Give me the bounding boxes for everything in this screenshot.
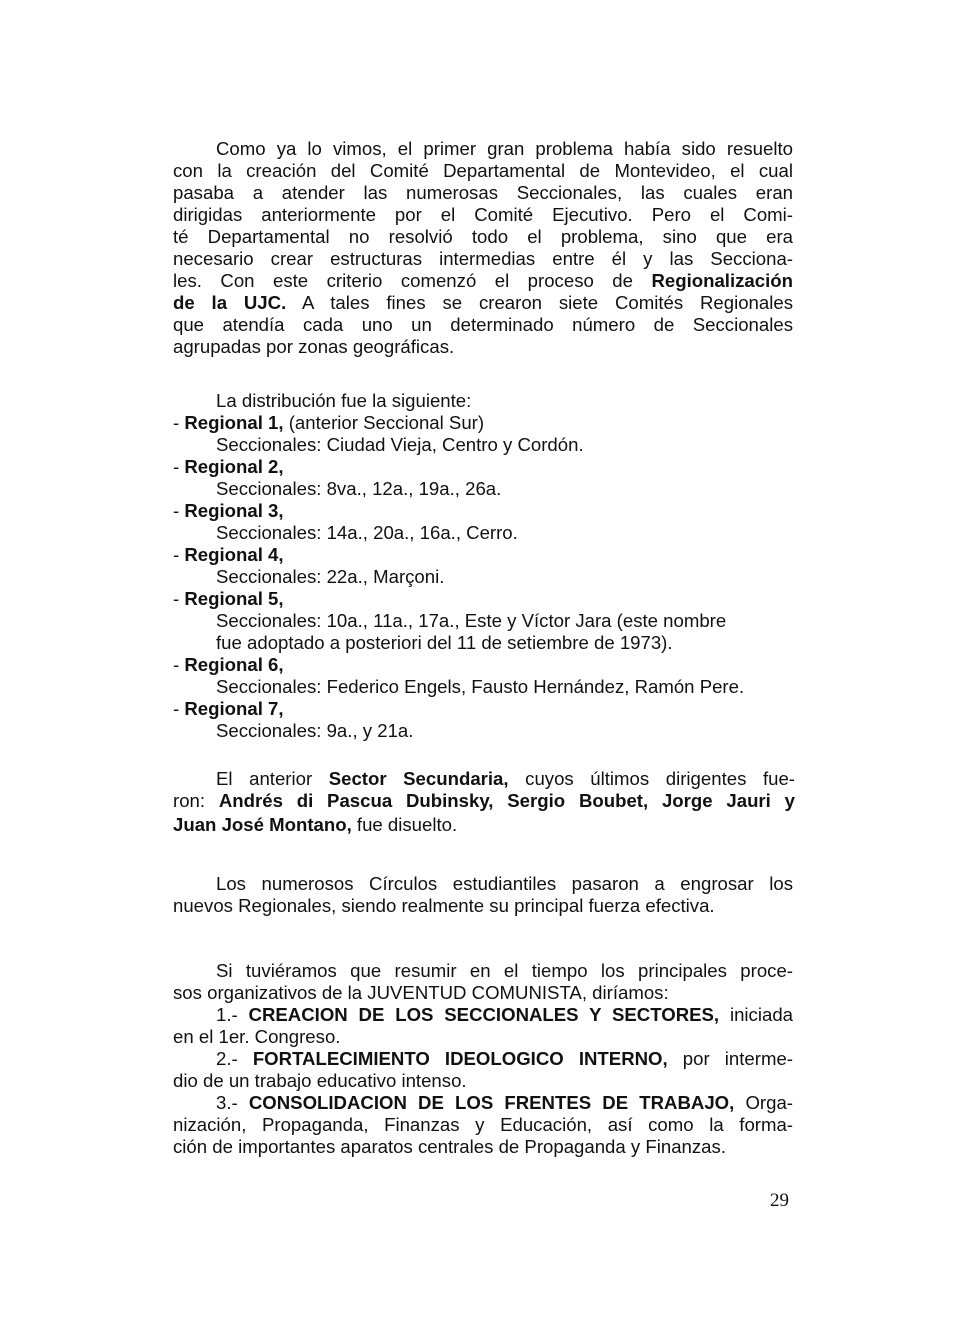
text-line — [173, 768, 795, 790]
seccionales-line: fue adoptado a posteriori del 11 de setiembre de 1973). — [216, 632, 673, 653]
regional-name: Regional 2, — [184, 456, 284, 477]
text-fragment: cuyos últimos dirigentes fue- — [508, 768, 795, 789]
text-line: ción de importantes aparatos centrales de Propaganda y Finanzas. — [173, 1136, 726, 1157]
text-line: en el 1er. Congreso. — [173, 1026, 341, 1047]
list-dash: - — [173, 588, 185, 609]
text-line: nuevos Regionales, siendo realmente su principal fuerza efectiva. — [173, 895, 715, 916]
list-dash: - — [173, 412, 185, 433]
bold-names: Andrés di Pascua Dubinsky, Sergio Boubet, Jorge Jauri y — [218, 790, 795, 811]
item-number: 3.- — [216, 1092, 249, 1113]
regional-heading — [173, 544, 803, 566]
bold-term: Sector Secundaria, — [328, 768, 509, 789]
text-line — [173, 812, 795, 836]
text-line: dirigidas anteriormente por el Comité Ejecutivo. Pero el Comi- — [173, 204, 793, 225]
regional-note: (anterior Seccional Sur) — [283, 412, 485, 433]
regional-heading — [173, 654, 803, 676]
distribution-intro: La distribución fue la siguiente: — [216, 390, 472, 411]
paragraph-summary — [173, 960, 793, 1158]
paragraph-sector-secundaria — [173, 768, 795, 836]
text-line: Los numerosos Círculos estudiantiles pasaron a engrosar los — [216, 873, 793, 894]
text-line: dio de un trabajo educativo intenso. — [173, 1070, 467, 1091]
bold-term: Regionalización — [651, 270, 793, 291]
regional-distribution — [173, 390, 803, 742]
bold-term: de la UJC. — [173, 292, 287, 313]
seccionales-line: Seccionales: Federico Engels, Fausto Hernández, Ramón Pere. — [216, 676, 745, 697]
seccionales-line: Seccionales: 22a., Marçoni. — [216, 566, 445, 587]
seccionales-line: Seccionales: 9a., y 21a. — [216, 720, 414, 741]
text-line — [173, 270, 793, 292]
regional-name: Regional 6, — [184, 654, 284, 675]
item-title: CONSOLIDACION DE LOS FRENTES DE TRABAJO, — [248, 1092, 735, 1113]
regional-heading — [173, 698, 803, 720]
text-fragment: iniciada — [719, 1004, 793, 1025]
regional-name: Regional 1, — [184, 412, 284, 433]
paragraph-circulos — [173, 873, 793, 917]
text-line — [173, 790, 795, 812]
list-dash: - — [173, 456, 185, 477]
text-fragment: por interme- — [667, 1048, 793, 1069]
list-dash: - — [173, 500, 185, 521]
seccionales-line: Seccionales: 14a., 20a., 16a., Cerro. — [216, 522, 518, 543]
numbered-item — [173, 1004, 793, 1026]
seccionales-line: Seccionales: 10a., 11a., 17a., Este y Víctor Jara (este nombre — [216, 610, 727, 631]
item-title: FORTALECIMIENTO IDEOLOGICO INTERNO, — [252, 1048, 668, 1069]
list-dash: - — [173, 544, 185, 565]
seccionales-line: Seccionales: 8va., 12a., 19a., 26a. — [216, 478, 502, 499]
text-fragment: ron: — [173, 790, 219, 811]
paragraph-intro — [173, 138, 793, 358]
numbered-item — [173, 1092, 793, 1114]
list-dash: - — [173, 698, 185, 719]
list-dash: - — [173, 654, 185, 675]
text-line: nización, Propaganda, Finanzas y Educación, así como la forma- — [173, 1114, 793, 1135]
text-fragment: les. Con este criterio comenzó el proceso de — [173, 270, 652, 291]
text-line: con la creación del Comité Departamental de Montevideo, el cual — [173, 160, 793, 181]
regional-name: Regional 7, — [184, 698, 284, 719]
text-line: sos organizativos de la JUVENTUD COMUNISTA, diríamos: — [173, 982, 669, 1003]
page-number: 29 — [770, 1190, 789, 1211]
regional-name: Regional 4, — [184, 544, 284, 565]
text-line: agrupadas por zonas geográficas. — [173, 336, 455, 357]
text-line: Como ya lo vimos, el primer gran problema había sido resuelto — [216, 138, 793, 159]
text-line: necesario crear estructuras intermedias entre él y las Secciona- — [173, 248, 793, 269]
bold-names: Juan José Montano, — [173, 814, 352, 835]
regional-name: Regional 3, — [184, 500, 284, 521]
text-line: que atendía cada uno un determinado número de Seccionales — [173, 314, 793, 335]
text-line: pasaba a atender las numerosas Seccionales, las cuales eran — [173, 182, 793, 203]
item-title: CREACION DE LOS SECCIONALES Y SECTORES, — [248, 1004, 720, 1025]
text-line — [173, 292, 793, 314]
numbered-item — [173, 1048, 793, 1070]
text-fragment: A tales fines se crearon siete Comités Regionales — [286, 292, 793, 313]
regional-name: Regional 5, — [184, 588, 284, 609]
text-line: Si tuviéramos que resumir en el tiempo los principales proce- — [216, 960, 793, 981]
regional-heading — [173, 588, 803, 610]
regional-heading — [173, 412, 803, 434]
text-line: té Departamental no resolvió todo el problema, sino que era — [173, 226, 793, 247]
item-number: 1.- — [216, 1004, 249, 1025]
text-fragment: fue disuelto. — [351, 814, 458, 835]
text-fragment: Orga- — [734, 1092, 793, 1113]
item-number: 2.- — [216, 1048, 253, 1069]
regional-heading — [173, 456, 803, 478]
regional-heading — [173, 500, 803, 522]
text-fragment: El anterior — [216, 768, 329, 789]
seccionales-line: Seccionales: Ciudad Vieja, Centro y Cordón. — [216, 434, 584, 455]
